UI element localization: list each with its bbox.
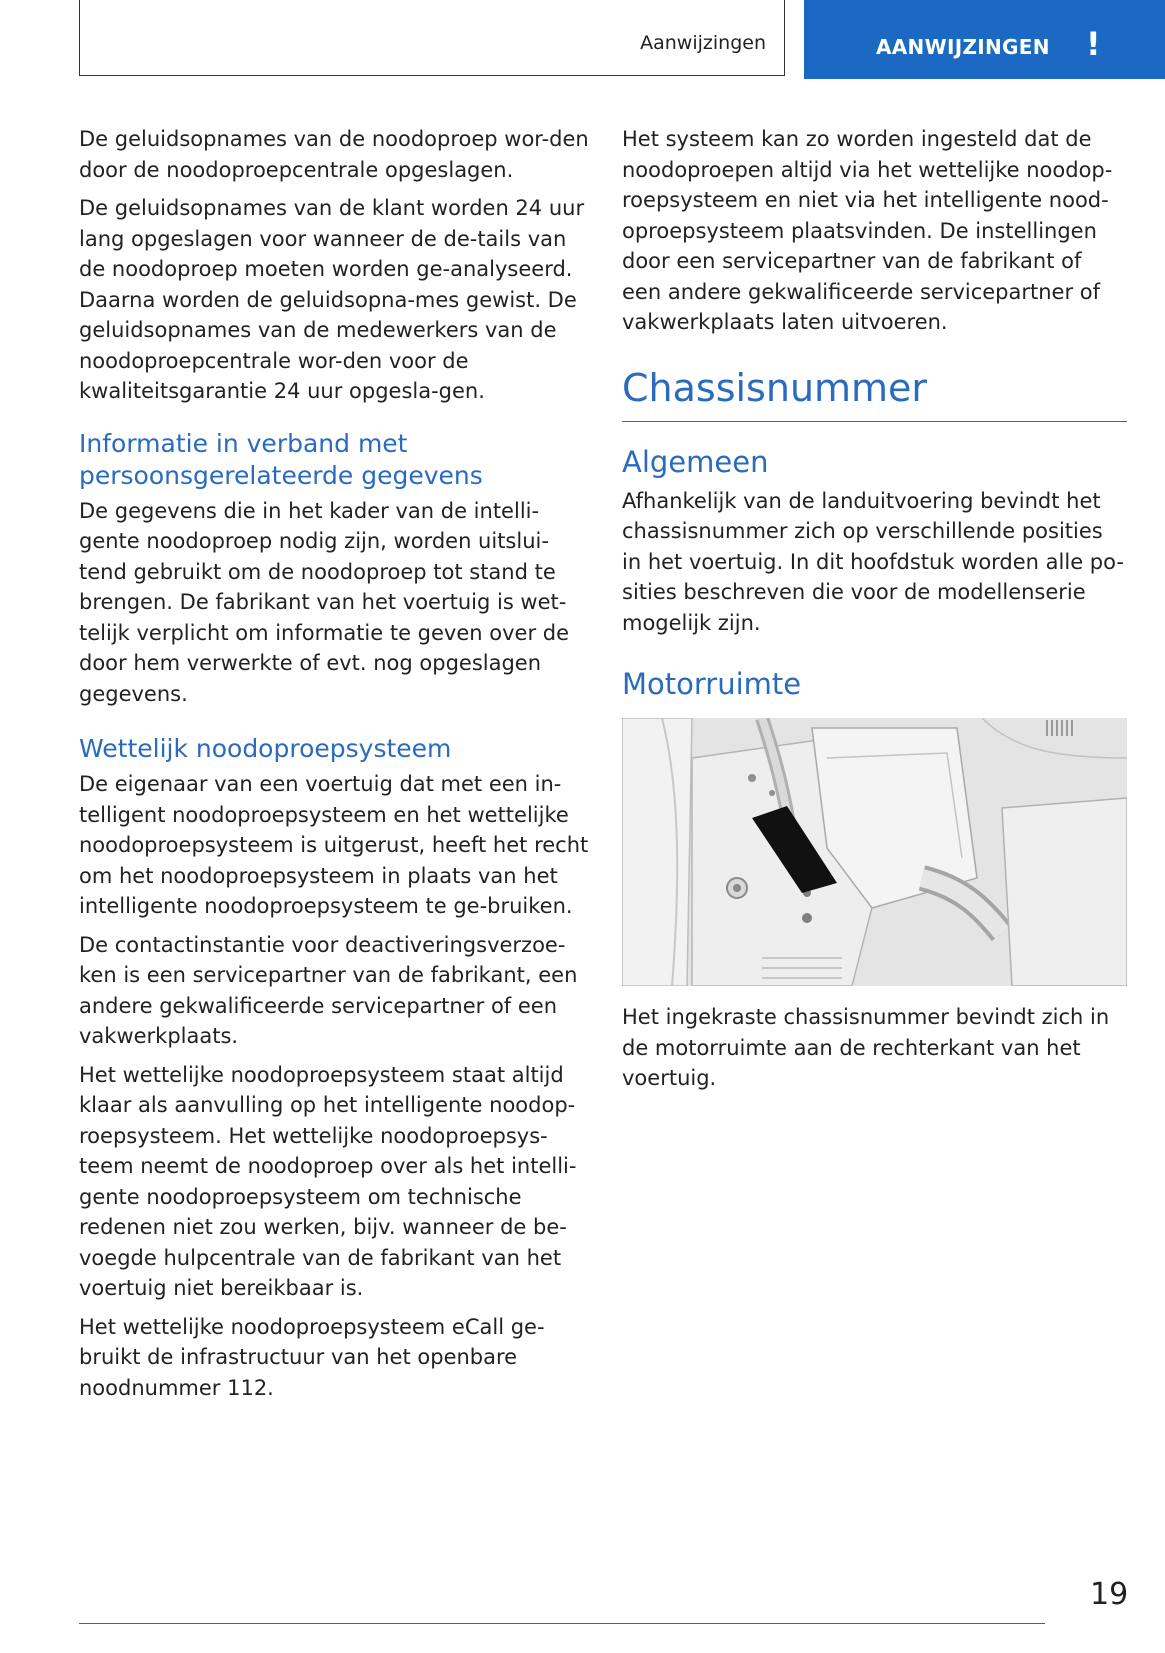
body-paragraph: Het systeem kan zo worden ingesteld dat de noodoproepen altijd via het wettelijke noodop-roepsysteem en niet via het intelligente nood-oproepsysteem plaatsvinden. De instellingen door een servicepartner van de fabrikant of een andere gekwalificeerde servicepartner of vakwerkplaats laten uitvoeren. (622, 127, 1113, 334)
exclamation-icon: ! (1086, 25, 1101, 63)
subheading-algemeen: Algemeen (622, 444, 769, 479)
page-number: 19 (1090, 1577, 1129, 1612)
body-paragraph: Het wettelijke noodoproepsysteem eCall ge-bruikt de infrastructuur van het openbare noodnummer 112. (79, 1314, 545, 1400)
body-paragraph: Het wettelijke noodoproepsysteem staat altijd klaar als aanvulling op het intelligente noodop-roepsysteem. Het wettelijke noodoproepsys-teem neemt de noodoproep over als het intelli-gente noodoproepsysteem om technische redenen niet zou werken, bijv. wanneer de be-voegde hulpcentrale van de fabrikant van het voertuig niet bereikbaar is. (79, 1062, 577, 1300)
body-paragraph: Afhankelijk van de landuitvoering bevindt het chassisnummer zich op verschillende posities in het voertuig. In dit hoofdstuk worden alle po-sities beschreven die voor de modellenserie mogelijk zijn. (622, 488, 1124, 635)
body-paragraph: De eigenaar van een voertuig dat met een in-telligent noodoproepsysteem en het wettelijke noodoproepsysteem is uitgerust, heeft het recht om het noodoproepsysteem in plaats van het intelligente noodoproepsysteem te ge-bruiken. (79, 772, 589, 918)
footer-rule (79, 1623, 1045, 1624)
chapter-tab (804, 0, 1165, 79)
body-paragraph: De contactinstantie voor deactiveringsverzoe-ken is een servicepartner van de fabrikant, een andere gekwalificeerde servicepartner of een vakwerkplaats. (79, 932, 578, 1048)
engine-bay-illustration (622, 718, 1127, 986)
chapter-title: Chassisnummer (622, 365, 928, 410)
body-paragraph: De gegevens die in het kader van de intelli-gente noodoproep nodig zijn, worden uitslui-tend gebruikt om de noodoproep tot stand te brengen. De fabrikant van het voertuig is wet-telijk verplicht om informatie te geven over de door hem verwerkte of evt. nog opgeslagen gegevens. (79, 498, 570, 706)
subheading-motorruimte: Motorruimte (622, 667, 802, 701)
figure-caption: Het ingekraste chassisnummer bevindt zich in de motorruimte aan de rechterkant van het voertuig. (622, 1005, 1110, 1090)
chapter-tab-label: AANWIJZINGEN (876, 35, 1050, 59)
running-header-box (79, 0, 785, 76)
section-label: Aanwijzingen (640, 32, 766, 54)
section-heading-legal-emergency-system: Wettelijk noodoproepsysteem (79, 734, 452, 763)
right-column (622, 124, 1127, 1102)
left-column (79, 124, 589, 1411)
chapter-title-rule (622, 421, 1127, 422)
section-heading-personal-data: Informatie in verband met persoonsgerelateerde gegevens (79, 428, 483, 490)
body-paragraph: De geluidsopnames van de noodoproep wor-den door de noodoproepcentrale opgeslagen. (79, 127, 589, 182)
body-paragraph: De geluidsopnames van de klant worden 24 uur lang opgeslagen voor wanneer de de-tails van de noodoproep moeten worden ge-analyseerd. Daarna worden de geluidsopna-mes gewist. De geluidsopnames van de medewerkers van de noodoproepcentrale wor-den voor de kwaliteitsgarantie 24 uur opgesla-gen. (79, 196, 585, 403)
